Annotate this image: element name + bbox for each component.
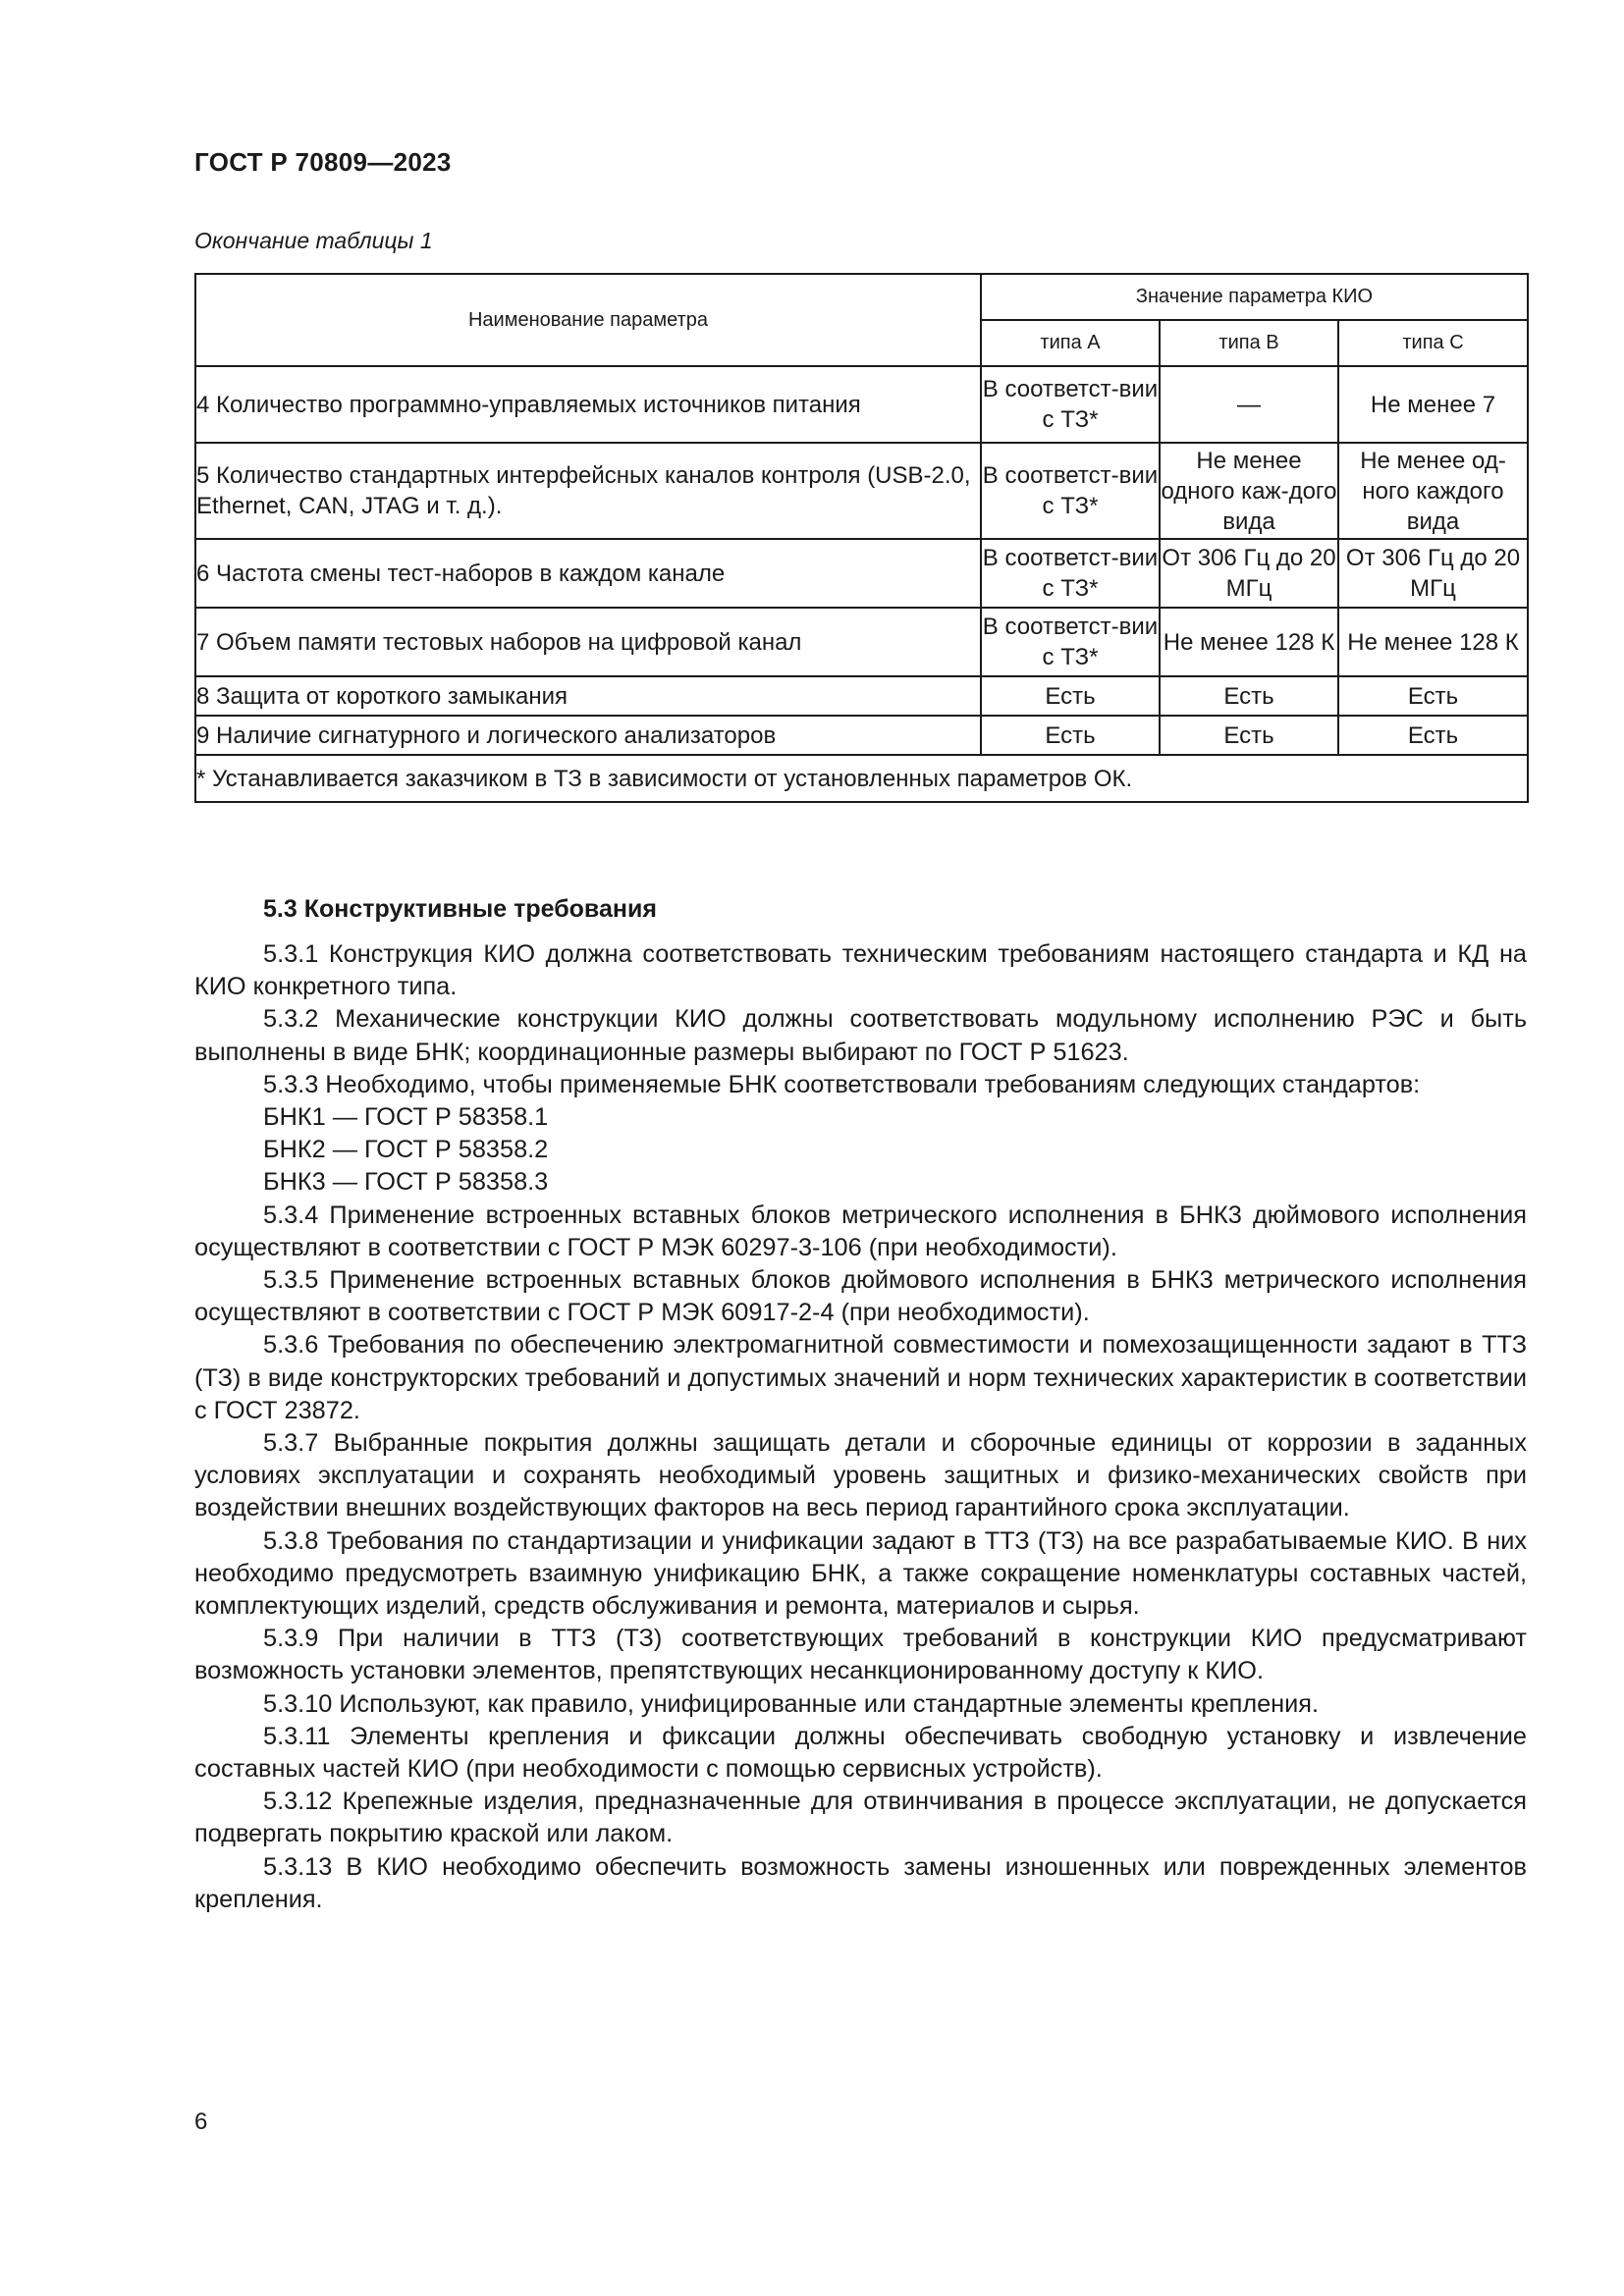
row-value-type-c: От 306 Гц до 20 МГц xyxy=(1338,539,1528,608)
row-value-type-b: Есть xyxy=(1160,676,1338,716)
column-header-type-b: типа В xyxy=(1160,320,1338,366)
table-row xyxy=(195,539,1528,608)
row-value-type-b: Не менее 128 К xyxy=(1160,608,1338,676)
table-row xyxy=(195,443,1528,539)
paragraph-5-3-10: 5.3.10 Используют, как правило, унифицированные или стандартные элементы крепления. xyxy=(263,1689,1320,1718)
row-value-type-c: Не менее 7 xyxy=(1338,366,1528,443)
paragraph-5-3-13: 5.3.13 В КИО необходимо обеспечить возможность замены изношенных или поврежденных элементов крепления. xyxy=(194,1852,1527,1913)
table-row xyxy=(195,716,1528,755)
row-value-type-a: В соответст-вии с ТЗ* xyxy=(981,366,1160,443)
paragraph-5-3-5: 5.3.5 Применение встроенных вставных блоков дюймового исполнения в БНК3 метрического исполнения осуществляют в соответствии с ГОСТ Р МЭК 60917-2-4 (при необходимости). xyxy=(194,1266,1527,1327)
paragraph-5-3-6: 5.3.6 Требования по обеспечению электромагнитной совместимости и помехозащищенности задают в ТТЗ (ТЗ) в виде конструкторских требований и допустимых значений и норм технических характеристик в соответствии с ГОСТ 23872. xyxy=(194,1331,1527,1424)
table-row xyxy=(195,608,1528,676)
table-row xyxy=(195,676,1528,716)
column-header-parameter-value: Значение параметра КИО xyxy=(981,274,1528,320)
paragraph-5-3-2: 5.3.2 Механические конструкции КИО должны соответствовать модульному исполнению РЭС и быть выполнены в виде БНК; координационные размеры выбирают по ГОСТ Р 51623. xyxy=(194,1005,1527,1066)
paragraph-5-3-12: 5.3.12 Крепежные изделия, предназначенные для отвинчивания в процессе эксплуатации, не допускается подвергать покрытию краской или лаком. xyxy=(194,1788,1527,1848)
row-parameter-name: 7 Объем памяти тестовых наборов на цифровой канал xyxy=(195,608,981,676)
section-title: 5.3 Конструктивные требования xyxy=(263,895,657,923)
row-value-type-a: Есть xyxy=(981,716,1160,755)
list-item-bnk3: БНК3 — ГОСТ Р 58358.3 xyxy=(263,1168,549,1197)
paragraph-5-3-4: 5.3.4 Применение встроенных вставных блоков метрического исполнения в БНК3 дюймового исполнения осуществляют в соответствии с ГОСТ Р МЭК 60297-3-106 (при необходимости). xyxy=(194,1201,1527,1261)
column-header-type-c: типа С xyxy=(1338,320,1528,366)
row-parameter-name: 9 Наличие сигнатурного и логического анализаторов xyxy=(195,716,981,755)
list-item-bnk2: БНК2 — ГОСТ Р 58358.2 xyxy=(263,1136,549,1164)
section-body xyxy=(194,938,1527,1916)
row-value-type-c: Не менее од-ного каждого вида xyxy=(1338,443,1528,539)
table-caption: Окончание таблицы 1 xyxy=(194,228,433,253)
paragraph-5-3-9: 5.3.9 При наличии в ТТЗ (ТЗ) соответствующих требований в конструкции КИО предусматривают возможность установки элементов, препятствующих несанкционированному доступу к КИО. xyxy=(194,1625,1527,1685)
row-value-type-c: Есть xyxy=(1338,716,1528,755)
column-header-parameter-name: Наименование параметра xyxy=(195,274,981,366)
table-footnote-row xyxy=(195,755,1528,802)
row-value-type-b: — xyxy=(1160,366,1338,443)
paragraph-5-3-3: 5.3.3 Необходимо, чтобы применяемые БНК соответствовали требованиям следующих стандартов: xyxy=(263,1070,1421,1098)
row-value-type-a: В соответст-вии с ТЗ* xyxy=(981,539,1160,608)
row-value-type-c: Есть xyxy=(1338,676,1528,716)
paragraph-5-3-7: 5.3.7 Выбранные покрытия должны защищать детали и сборочные единицы от коррозии в заданных условиях эксплуатации и сохранять необходимый уровень защитных и физико-механических свойств при воздействии внешних воздействующих факторов на весь период гарантийного срока эксплуатации. xyxy=(194,1429,1527,1522)
paragraph-5-3-1: 5.3.1 Конструкция КИО должна соответствовать техническим требованиям настоящего стандарта и КД на КИО конкретного типа. xyxy=(194,940,1527,1001)
row-value-type-a: В соответст-вии с ТЗ* xyxy=(981,608,1160,676)
page-number: 6 xyxy=(194,2109,208,2135)
table-row xyxy=(195,366,1528,443)
row-value-type-b: Есть xyxy=(1160,716,1338,755)
table-footnote: * Устанавливается заказчиком в ТЗ в зависимости от установленных параметров ОК. xyxy=(195,755,1528,802)
list-item-bnk1: БНК1 — ГОСТ Р 58358.1 xyxy=(263,1103,549,1132)
row-value-type-a: В соответст-вии с ТЗ* xyxy=(981,443,1160,539)
row-parameter-name: 5 Количество стандартных интерфейсных каналов контроля (USB-2.0, Ethernet, CAN, JTAG и т. д.). xyxy=(195,443,981,539)
paragraph-5-3-8: 5.3.8 Требования по стандартизации и унификации задают в ТТЗ (ТЗ) на все разрабатываемые КИО. В них необходимо предусмотреть взаимную унификацию БНК, а также сокращение номенклатуры составных частей, комплектующих изделий, средств обслуживания и ремонта, материалов и сырья. xyxy=(194,1526,1527,1621)
column-header-type-a: типа А xyxy=(981,320,1160,366)
document-header: ГОСТ Р 70809—2023 xyxy=(194,147,452,177)
row-value-type-b: Не менее одного каж-дого вида xyxy=(1160,443,1338,539)
row-parameter-name: 8 Защита от короткого замыкания xyxy=(195,676,981,716)
paragraph-5-3-11: 5.3.11 Элементы крепления и фиксации должны обеспечивать свободную установку и извлечение составных частей КИО (при необходимости с помощью сервисных устройств). xyxy=(194,1722,1527,1784)
row-value-type-b: От 306 Гц до 20 МГц xyxy=(1160,539,1338,608)
row-value-type-a: Есть xyxy=(981,676,1160,716)
row-value-type-c: Не менее 128 К xyxy=(1338,608,1528,676)
parameters-table xyxy=(194,273,1529,803)
row-parameter-name: 4 Количество программно-управляемых источников питания xyxy=(195,366,981,443)
row-parameter-name: 6 Частота смены тест-наборов в каждом канале xyxy=(195,539,981,608)
